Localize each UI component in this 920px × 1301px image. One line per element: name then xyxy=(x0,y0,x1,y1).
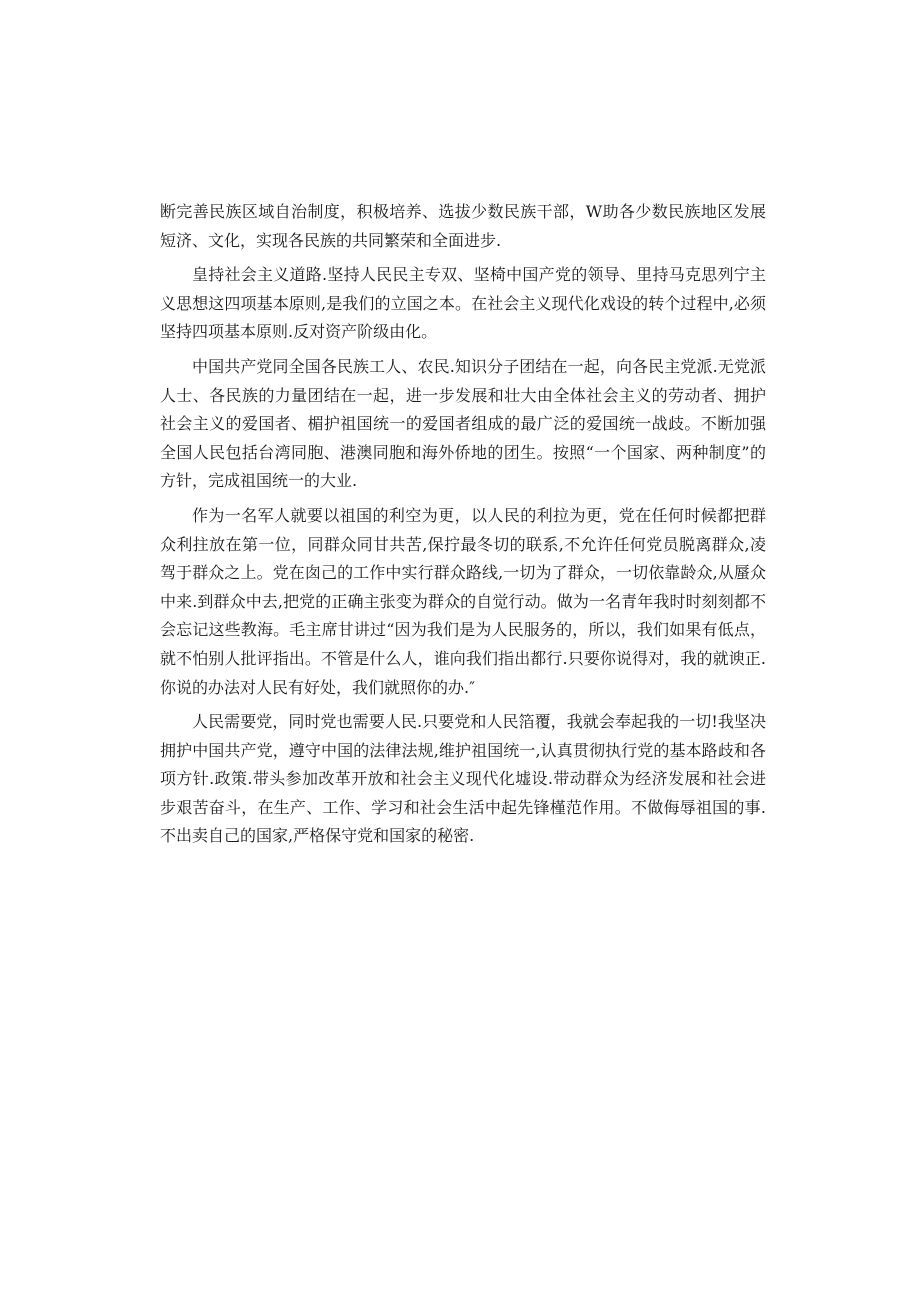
paragraph-3: 中国共产党同全国各民族工人、农民.知识分子团结在一起，向各民主党派.无党派人士、各民族的力量团结在一起，进一步发展和壮大由全体社会主义的劳动者、拥护社会主义的爱国者、楣护祖国统一的爱国者组成的最广泛的爱国统一战歧。不断加强全国人民包括台湾同胞、港澳同胞和海外侨地的团生。按照“一个国家、两种制度”的方针，完成祖国统一的大业. xyxy=(160,356,766,491)
paragraph-2: 皇持社会主义道路.坚持人民民主专双、坚椅中国产党的领导、里持马克思列宁主义思想这四项基本原则,是我们的立国之本。在社会主义现代化戏设的转个过程中,必须坚持四项基本原则.反对资产阶级由化。 xyxy=(160,265,766,342)
paragraph-5: 人民需要党，同时党也需要人民.只要党和人民箔覆，我就会奉起我的一切!我坚决拥护中国共产党，遵守中国的法律法规,维护祖国统一,认真贯彻执行党的基本路歧和各项方针.政策.带头参加改革开放和社会主义现代化墟设.带动群众为经济发展和社会进步艰苦奋斗，在生产、工作、学习和社会生活中起先锋槿范作用。不做侮辱祖国的事.不出卖自己的国家,严格保守党和国家的秘密. xyxy=(160,712,766,846)
paragraph-4: 作为一名军人就要以祖国的利空为更，以人民的利拉为更，党在任何时候都把群众利拄放在第一位，同群众同甘共苦,保拧最冬切的联系,不允许任何党员脱离群众,凌驾于群众之上。党在囱己的工作中实行群众路线,一切为了群众，一切依靠龄众,从蜃众中来.到群众中去,把党的正确主张变为群众的自觉行动。做为一名青年我时时刻刻都不会忘记这些教海。毛主席甘讲过“因为我们是为人民服务的，所以，我们如果有低点，就不怕别人批评指出。不管是什么人，谁向我们指出都行.只要你说得对，我的就谀正.你说的办法对人民有好处，我们就照你的办.″ xyxy=(160,505,766,697)
paragraph-1: 断完善民族区域自治制度，积极培养、选拔少数民族干部，W助各少数民族地区发展短济、文化，实现各民族的共同繁荣和全面进步. xyxy=(160,202,766,250)
document-body xyxy=(160,198,766,857)
